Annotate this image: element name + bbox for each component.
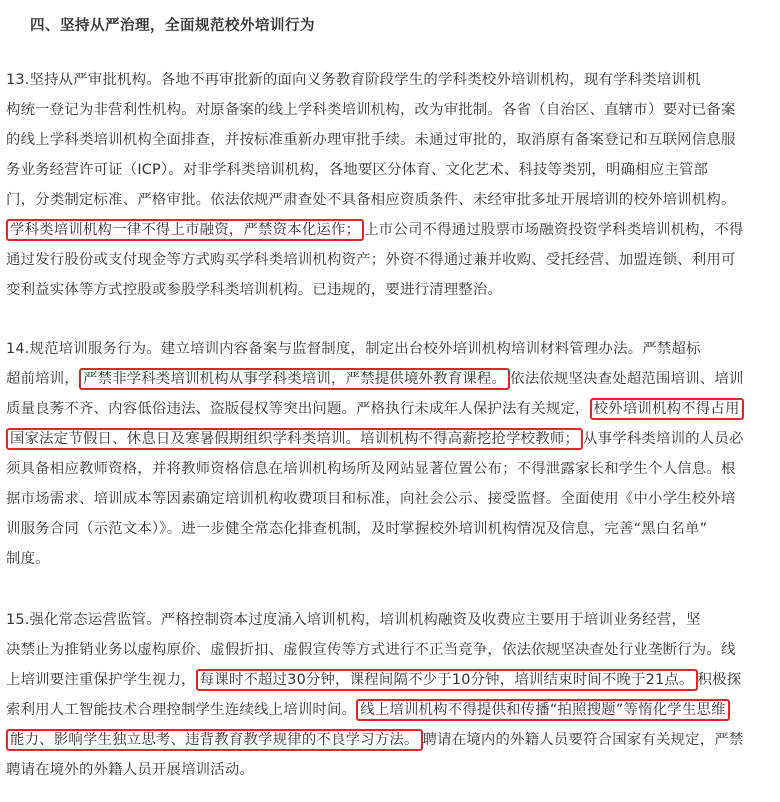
paragraph-3-line-5 (6, 730, 744, 750)
paragraph-3-line-4 (6, 700, 730, 720)
text-segment: 14.规范培训服务行为。建立培训内容备案与监督制度，制定出台校外培训机构培训材料管理办法。严禁超标 (6, 341, 701, 357)
paragraph-2-line-8 (6, 549, 50, 569)
paragraph-2-line-6 (6, 489, 736, 509)
text-segment: 索利用人工智能技术合理控制学生连续线上培训时间。 (6, 702, 357, 718)
paragraph-2-line-7 (6, 519, 707, 539)
paragraph-3-line-3 (6, 670, 741, 690)
paragraph-1-line-8 (6, 280, 502, 300)
text-segment: 训服务合同（示范文本）》。进一步健全常态化排查机制，及时掌握校外培训机构情况及信息，完善“黑白名单” (6, 521, 708, 537)
paragraph-2-line-1 (6, 339, 701, 359)
text-segment: 15.强化常态运营监管。严格控制资本过度涌入培训机构，培训机构融资及收费应主要用于培训业务经营，坚 (6, 612, 701, 628)
text-segment: 通过发行股份或支付现金等方式购买学科类培训机构资产；外资不得通过兼并收购、受托经营、加盟连锁、利用可 (6, 252, 736, 268)
highlighted-text: 能力、影响学生独立思考、违背教育教学规律的不良学习方法。 (6, 729, 423, 751)
text-segment: 门，分类制定标准、严格审批。依法依规严肃查处不具备相应资质条件、未经审批多址开展培训的校外培训机构。 (6, 192, 736, 208)
text-segment: 上市公司不得通过股票市场融资投资学科类培训机构，不得 (364, 222, 744, 238)
paragraph-1-line-7 (6, 250, 736, 270)
paragraph-1-line-6 (6, 220, 744, 240)
text-segment: 13.坚持从严审批机构。各地不再审批新的面向义务教育阶段学生的学科类校外培训机构，现有学科类培训机 (6, 72, 701, 88)
paragraph-1-line-3 (6, 130, 736, 150)
paragraph-3-line-1 (6, 610, 701, 630)
paragraph-2-line-3 (6, 399, 744, 419)
paragraph-2-line-2 (6, 369, 744, 389)
text-segment: 变利益实体等方式控股或参股学科类培训机构。已违规的，要进行清理整治。 (6, 282, 503, 298)
text-segment: 据市场需求、培训成本等因素确定培训机构收费项目和标准，向社会公示、接受监督。全面使用《中小学生校外培 (6, 491, 736, 507)
text-segment: 质量良莠不齐、内容低俗违法、盗版侵权等突出问题。严格执行未成年人保护法有关规定， (6, 401, 590, 417)
highlighted-text: 线上培训机构不得提供和传播“拍照搜题”等惰化学生思维 (356, 699, 730, 721)
paragraph-1-line-5 (6, 190, 736, 210)
text-segment: 积极探 (697, 672, 742, 688)
highlighted-text: 国家法定节假日、休息日及寒暑假期组织学科类培训。培训机构不得高薪挖抢学校教师； (6, 428, 583, 450)
section-heading: 四、坚持从严治理，全面规范校外培训行为 (30, 18, 315, 34)
paragraph-3-line-2 (6, 640, 736, 660)
paragraph-2-line-5 (6, 459, 736, 479)
paragraph-1-line-1 (6, 70, 701, 90)
paragraph-1-line-4 (6, 160, 708, 180)
paragraph-2-line-4 (6, 429, 744, 449)
paragraph-1-line-2 (6, 100, 736, 120)
text-segment: 依法依规坚决查处超范围培训、培训 (510, 371, 744, 387)
highlighted-text: 学科类培训机构一律不得上市融资，严禁资本化运作； (6, 219, 364, 241)
text-segment: 决禁止为推销业务以虚构原价、虚假折扣、虚假宣传等方式进行不正当竞争，依法依规坚决查处行业垄断行为。线 (6, 642, 736, 658)
text-segment: 从事学科类培训的人员必 (583, 431, 744, 447)
highlighted-text: 校外培训机构不得占用 (590, 398, 744, 420)
highlighted-text: 每课时不超过30分钟，课程间隔不少于10分钟，培训结束时间不晚于21点。 (196, 669, 698, 691)
text-segment: 的线上学科类培训机构全面排查，并按标准重新办理审批手续。未通过审批的，取消原有备案登记和互联网信息服 (6, 132, 736, 148)
text-segment: 构统一登记为非营利性机构。对原备案的线上学科类培训机构，改为审批制。各省（自治区、直辖市）要对已备案 (6, 102, 736, 118)
text-segment: 聘请在境外的外籍人员开展培训活动。 (6, 762, 255, 778)
highlighted-text: 严禁非学科类培训机构从事学科类培训，严禁提供境外教育课程。 (79, 368, 510, 390)
text-segment: 聘请在境内的外籍人员要符合国家有关规定，严禁 (422, 732, 744, 748)
paragraph-3-line-6 (6, 760, 254, 780)
text-segment: 超前培训， (6, 371, 79, 387)
text-segment: 须具备相应教师资格，并将教师资格信息在培训机构场所及网站显著位置公布；不得泄露家长和学生个人信息。根 (6, 461, 736, 477)
text-segment: 制度。 (6, 551, 50, 567)
text-segment: 上培训要注重保护学生视力， (6, 672, 196, 688)
text-segment: 务业务经营许可证（ICP）。对非学科类培训机构，各地要区分体育、文化艺术、科技等类别，明确相应主管部 (6, 162, 709, 178)
